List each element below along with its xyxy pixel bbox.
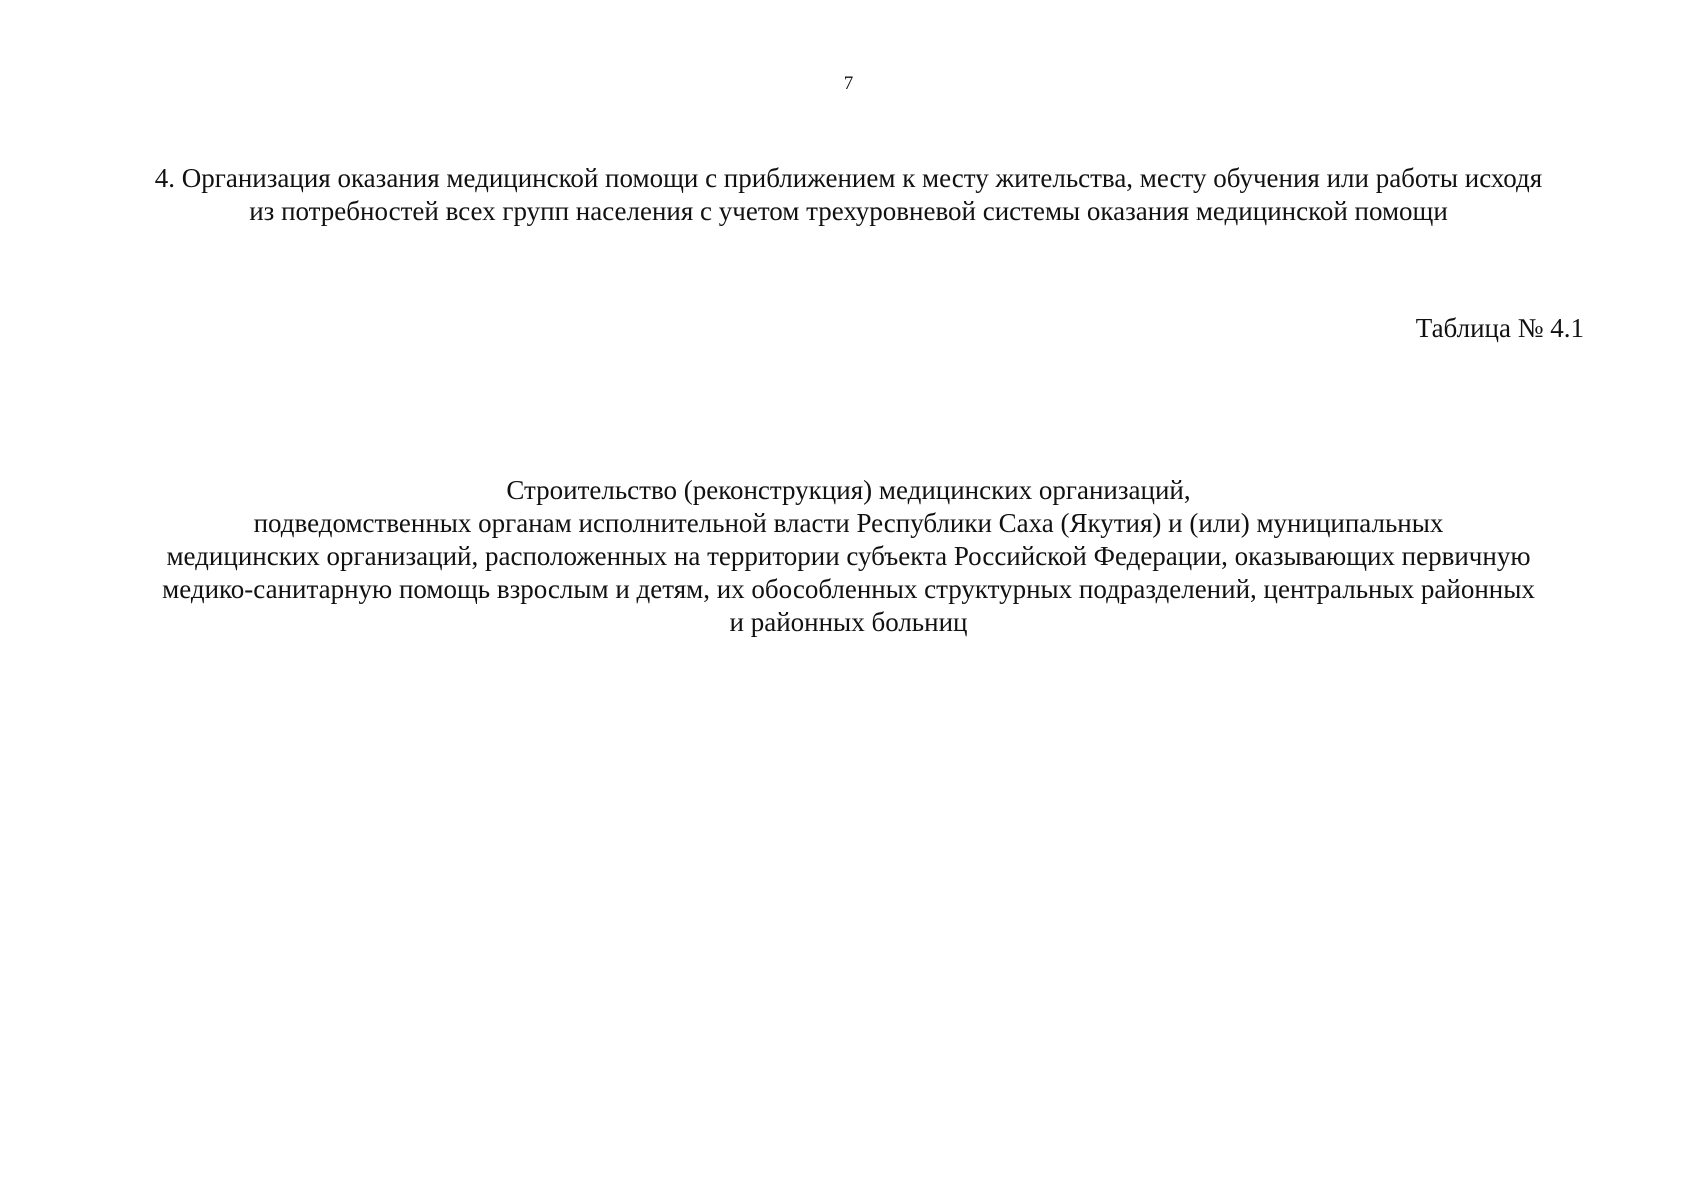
table-caption-line: подведомственных органам исполнительной власти Республики Саха (Якутия) и (или) муниципальных [253, 508, 1444, 538]
page-number: 7 [843, 73, 854, 94]
table-caption-line: Строительство (реконструкция) медицинских организаций, [506, 475, 1191, 505]
table-caption-line: медико-санитарную помощь взрослым и детям, их обособленных структурных подразделений, центральных районных [162, 574, 1535, 604]
table-caption [100, 474, 1597, 639]
table-caption-line: медицинских организаций, расположенных на территории субъекта Российской Федерации, оказывающих первичную [166, 541, 1531, 571]
section-heading [100, 162, 1597, 228]
section-heading-line: 4. Организация оказания медицинской помощи с приближением к месту жительства, месту обучения или работы исходя [154, 163, 1543, 193]
section-heading-line: из потребностей всех групп населения с учетом трехуровневой системы оказания медицинской помощи [249, 196, 1448, 226]
table-caption-line: и районных больниц [729, 607, 968, 637]
table-number-label: Таблица № 4.1 [1415, 313, 1584, 343]
